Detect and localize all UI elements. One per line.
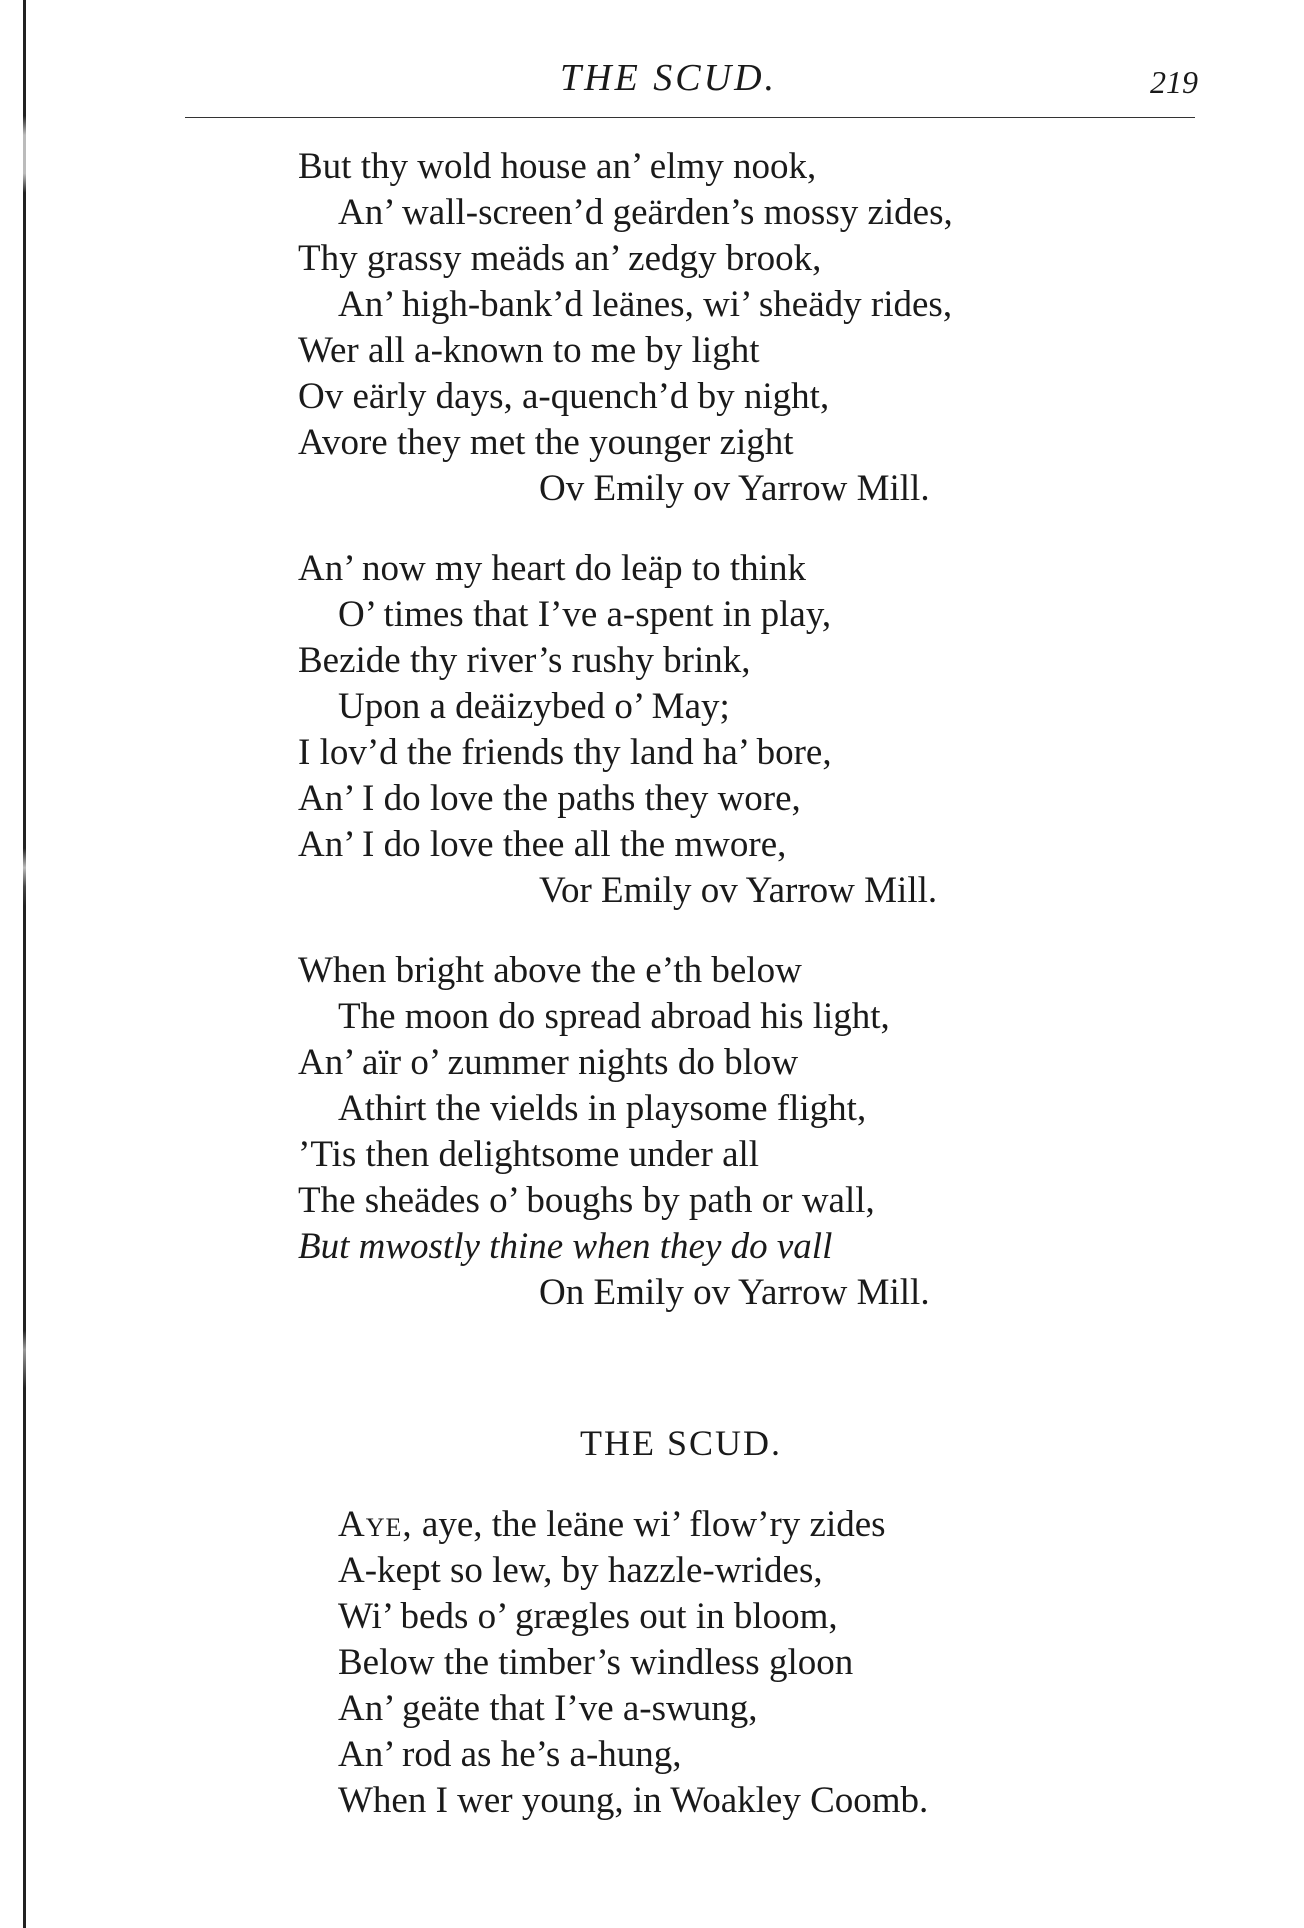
poem-line: Bezide thy river’s rushy brink, — [298, 640, 751, 681]
header-rule — [185, 117, 1195, 118]
poem-line: A-kept so lew, by hazzle-wrides, — [338, 1550, 823, 1591]
poem-line: Ov eärly days, a-quench’d by night, — [298, 376, 830, 417]
poem-refrain: Ov Emily ov Yarrow Mill. — [539, 468, 930, 509]
poem-line: An’ wall-screen’d geärden’s mossy zides, — [338, 192, 953, 233]
poem-line: The moon do spread abroad his light, — [338, 996, 890, 1037]
section-title: THE SCUD. — [580, 1423, 783, 1463]
poem-line: An’ now my heart do leäp to think — [298, 548, 806, 589]
stanza-3 — [298, 948, 930, 1316]
poem-line: An’ I do love thee all the mwore, — [298, 824, 787, 865]
poem-line: When I wer young, in Woakley Coomb. — [338, 1780, 929, 1821]
poem-line: The sheädes o’ boughs by path or wall, — [298, 1180, 875, 1221]
poem-line: An’ high-bank’d leänes, wi’ sheädy rides, — [338, 284, 953, 325]
poem-line: Wi’ beds o’ grægles out in bloom, — [338, 1596, 838, 1637]
poem-line — [338, 1502, 928, 1548]
poem-line: Wer all a-known to me by light — [298, 330, 760, 371]
poem-refrain: On Emily ov Yarrow Mill. — [539, 1272, 930, 1313]
poem-line: An’ aïr o’ zummer nights do blow — [298, 1042, 799, 1083]
poem-line: Avore they met the younger zight — [298, 422, 794, 463]
stanza-2 — [298, 546, 937, 914]
stanza-1 — [298, 144, 953, 512]
page-header — [0, 56, 1304, 106]
poem-line: Below the timber’s windless gloon — [338, 1642, 854, 1683]
poem-line: An’ rod as he’s a-hung, — [338, 1734, 682, 1775]
running-title: THE SCUD. — [560, 57, 778, 99]
poem-line: But thy wold house an’ elmy nook, — [298, 146, 817, 187]
poem-line: Thy grassy meäds an’ zedgy brook, — [298, 238, 822, 279]
poem-line: Athirt the vields in playsome flight, — [338, 1088, 867, 1129]
poem-line: O’ times that I’ve a-spent in play, — [338, 594, 832, 635]
poem-line: Upon a deäizybed o’ May; — [338, 686, 730, 727]
poem-line: An’ I do love the paths they wore, — [298, 778, 801, 819]
first-line-rest: aye, the leäne wi’ flow’ry zides — [412, 1504, 886, 1545]
poem-refrain: Vor Emily ov Yarrow Mill. — [539, 870, 938, 911]
poem-line: I lov’d the friends thy land ha’ bore, — [298, 732, 832, 773]
poem-line: An’ geäte that I’ve a-swung, — [338, 1688, 758, 1729]
binding-edge — [23, 0, 26, 1928]
poem-the-scud — [338, 1502, 928, 1824]
page-number: 219 — [1150, 64, 1198, 100]
poem-line: But mwostly thine when they do vall — [298, 1226, 833, 1267]
opening-word: Aye, — [338, 1504, 413, 1545]
poem-line: ’Tis then delightsome under all — [298, 1134, 760, 1175]
poem-line: When bright above the e’th below — [298, 950, 802, 991]
